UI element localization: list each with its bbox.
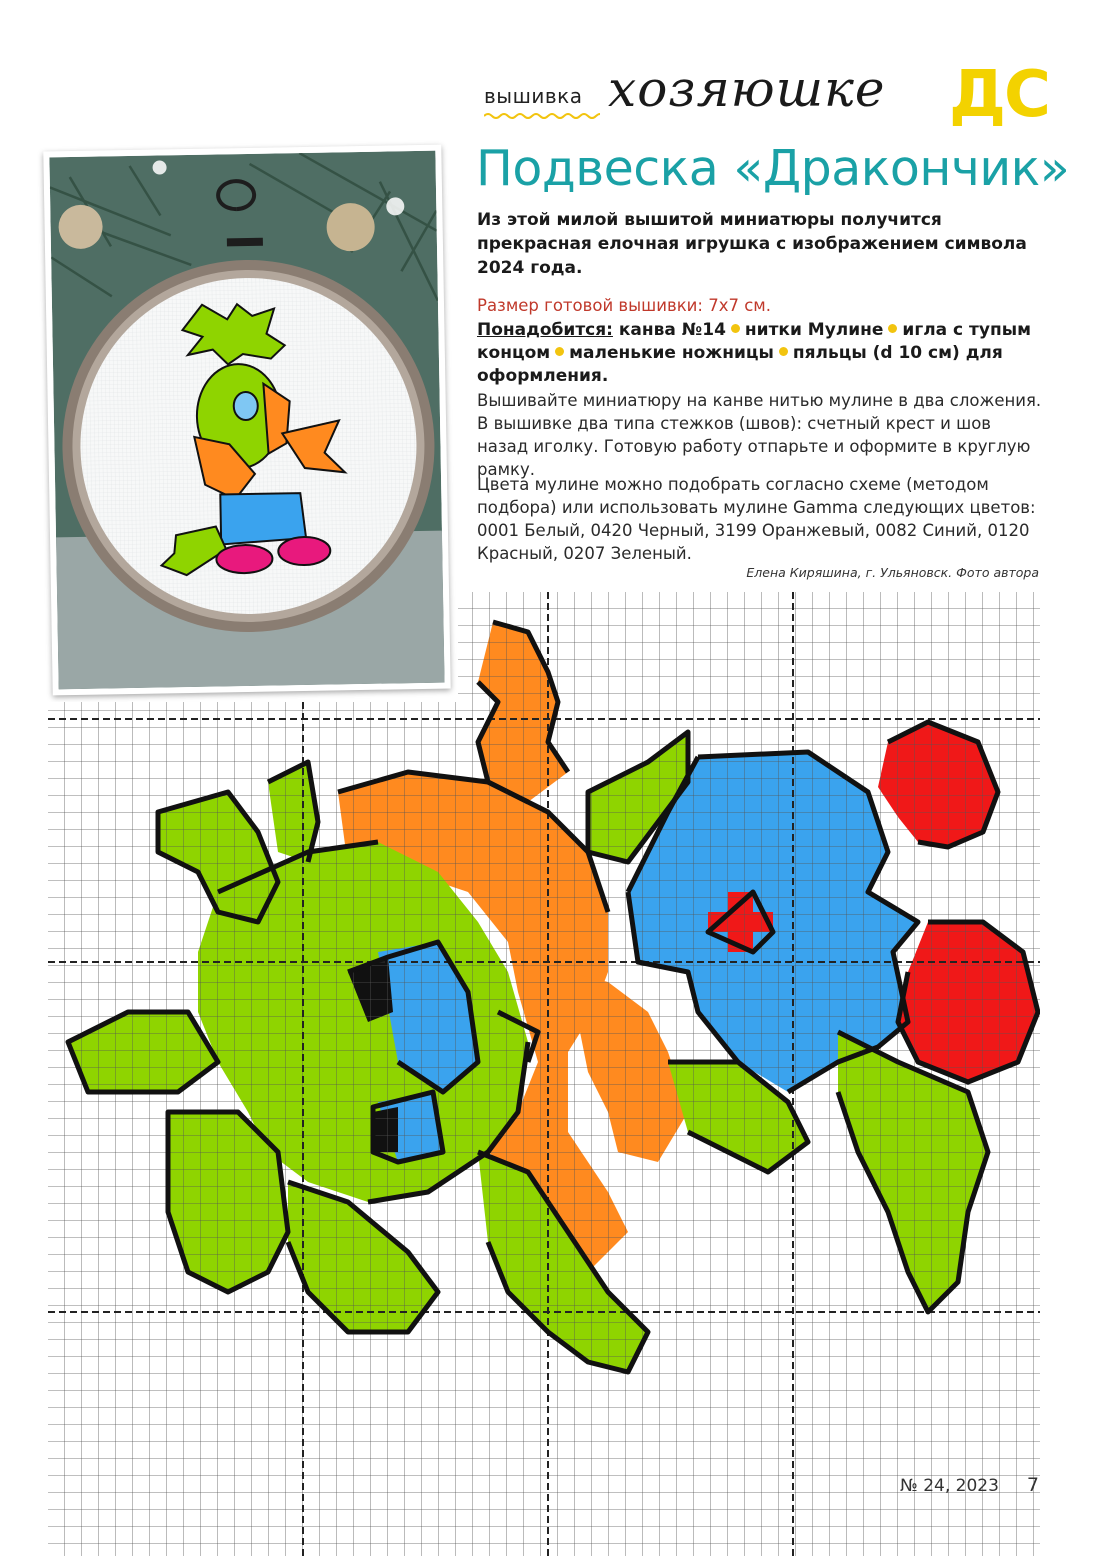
page-number: 7 [1026, 1474, 1039, 1496]
bullet-icon [779, 347, 788, 356]
bullet-icon [731, 324, 740, 333]
material-item: нитки Мулине [744, 320, 884, 340]
bullet-icon [888, 324, 897, 333]
section-label: вышивка [484, 84, 583, 108]
material-item: маленькие ножницы [569, 343, 774, 363]
section-header [484, 58, 1049, 132]
issue-number: № 24, 2023 [900, 1476, 999, 1496]
wavy-underline-icon [484, 112, 600, 120]
article-lead: Из этой милой вышитой миниатюры получится прекрасная елочная игрушка с изображением символа 2024 года. [477, 210, 1027, 278]
author-credit: Елена Киряшина, г. Ульяновск. Фото автора [746, 565, 1039, 580]
materials-list [477, 319, 1043, 388]
section-title: хозяюшке [608, 60, 886, 118]
finished-size: Размер готовой вышивки: 7х7 см. [477, 296, 771, 315]
materials-label: Понадобится: [477, 320, 613, 340]
instructions-paragraph: Вышивайте миниатюру на канве нитью мулине в два сложения. В вышивке два типа стежков (швов): счетный крест и шов назад иголку. Готовую работу отпарьте и оформите в круглую рамку. [477, 391, 1042, 479]
brand-logo: ДС [949, 58, 1049, 132]
colors-paragraph: Цвета мулине можно подобрать согласно схеме (методом подбора) или использовать мулине Gamma следующих цветов: 0001 Белый, 0420 Черный, 3199 Оранжевый, 0082 Синий, 0120 Красный, 0207 Зеленый. [477, 475, 1036, 563]
page-footer [900, 1474, 1039, 1496]
material-item: игла с тупым концом [477, 320, 1032, 363]
material-item: пяльцы (d 10 см) для оформления. [477, 343, 1003, 386]
article-title: Подвеска «Дракончик» [476, 140, 1070, 197]
material-item: канва №14 [618, 320, 726, 340]
bullet-icon [555, 347, 564, 356]
cross-stitch-chart [48, 592, 1040, 1556]
